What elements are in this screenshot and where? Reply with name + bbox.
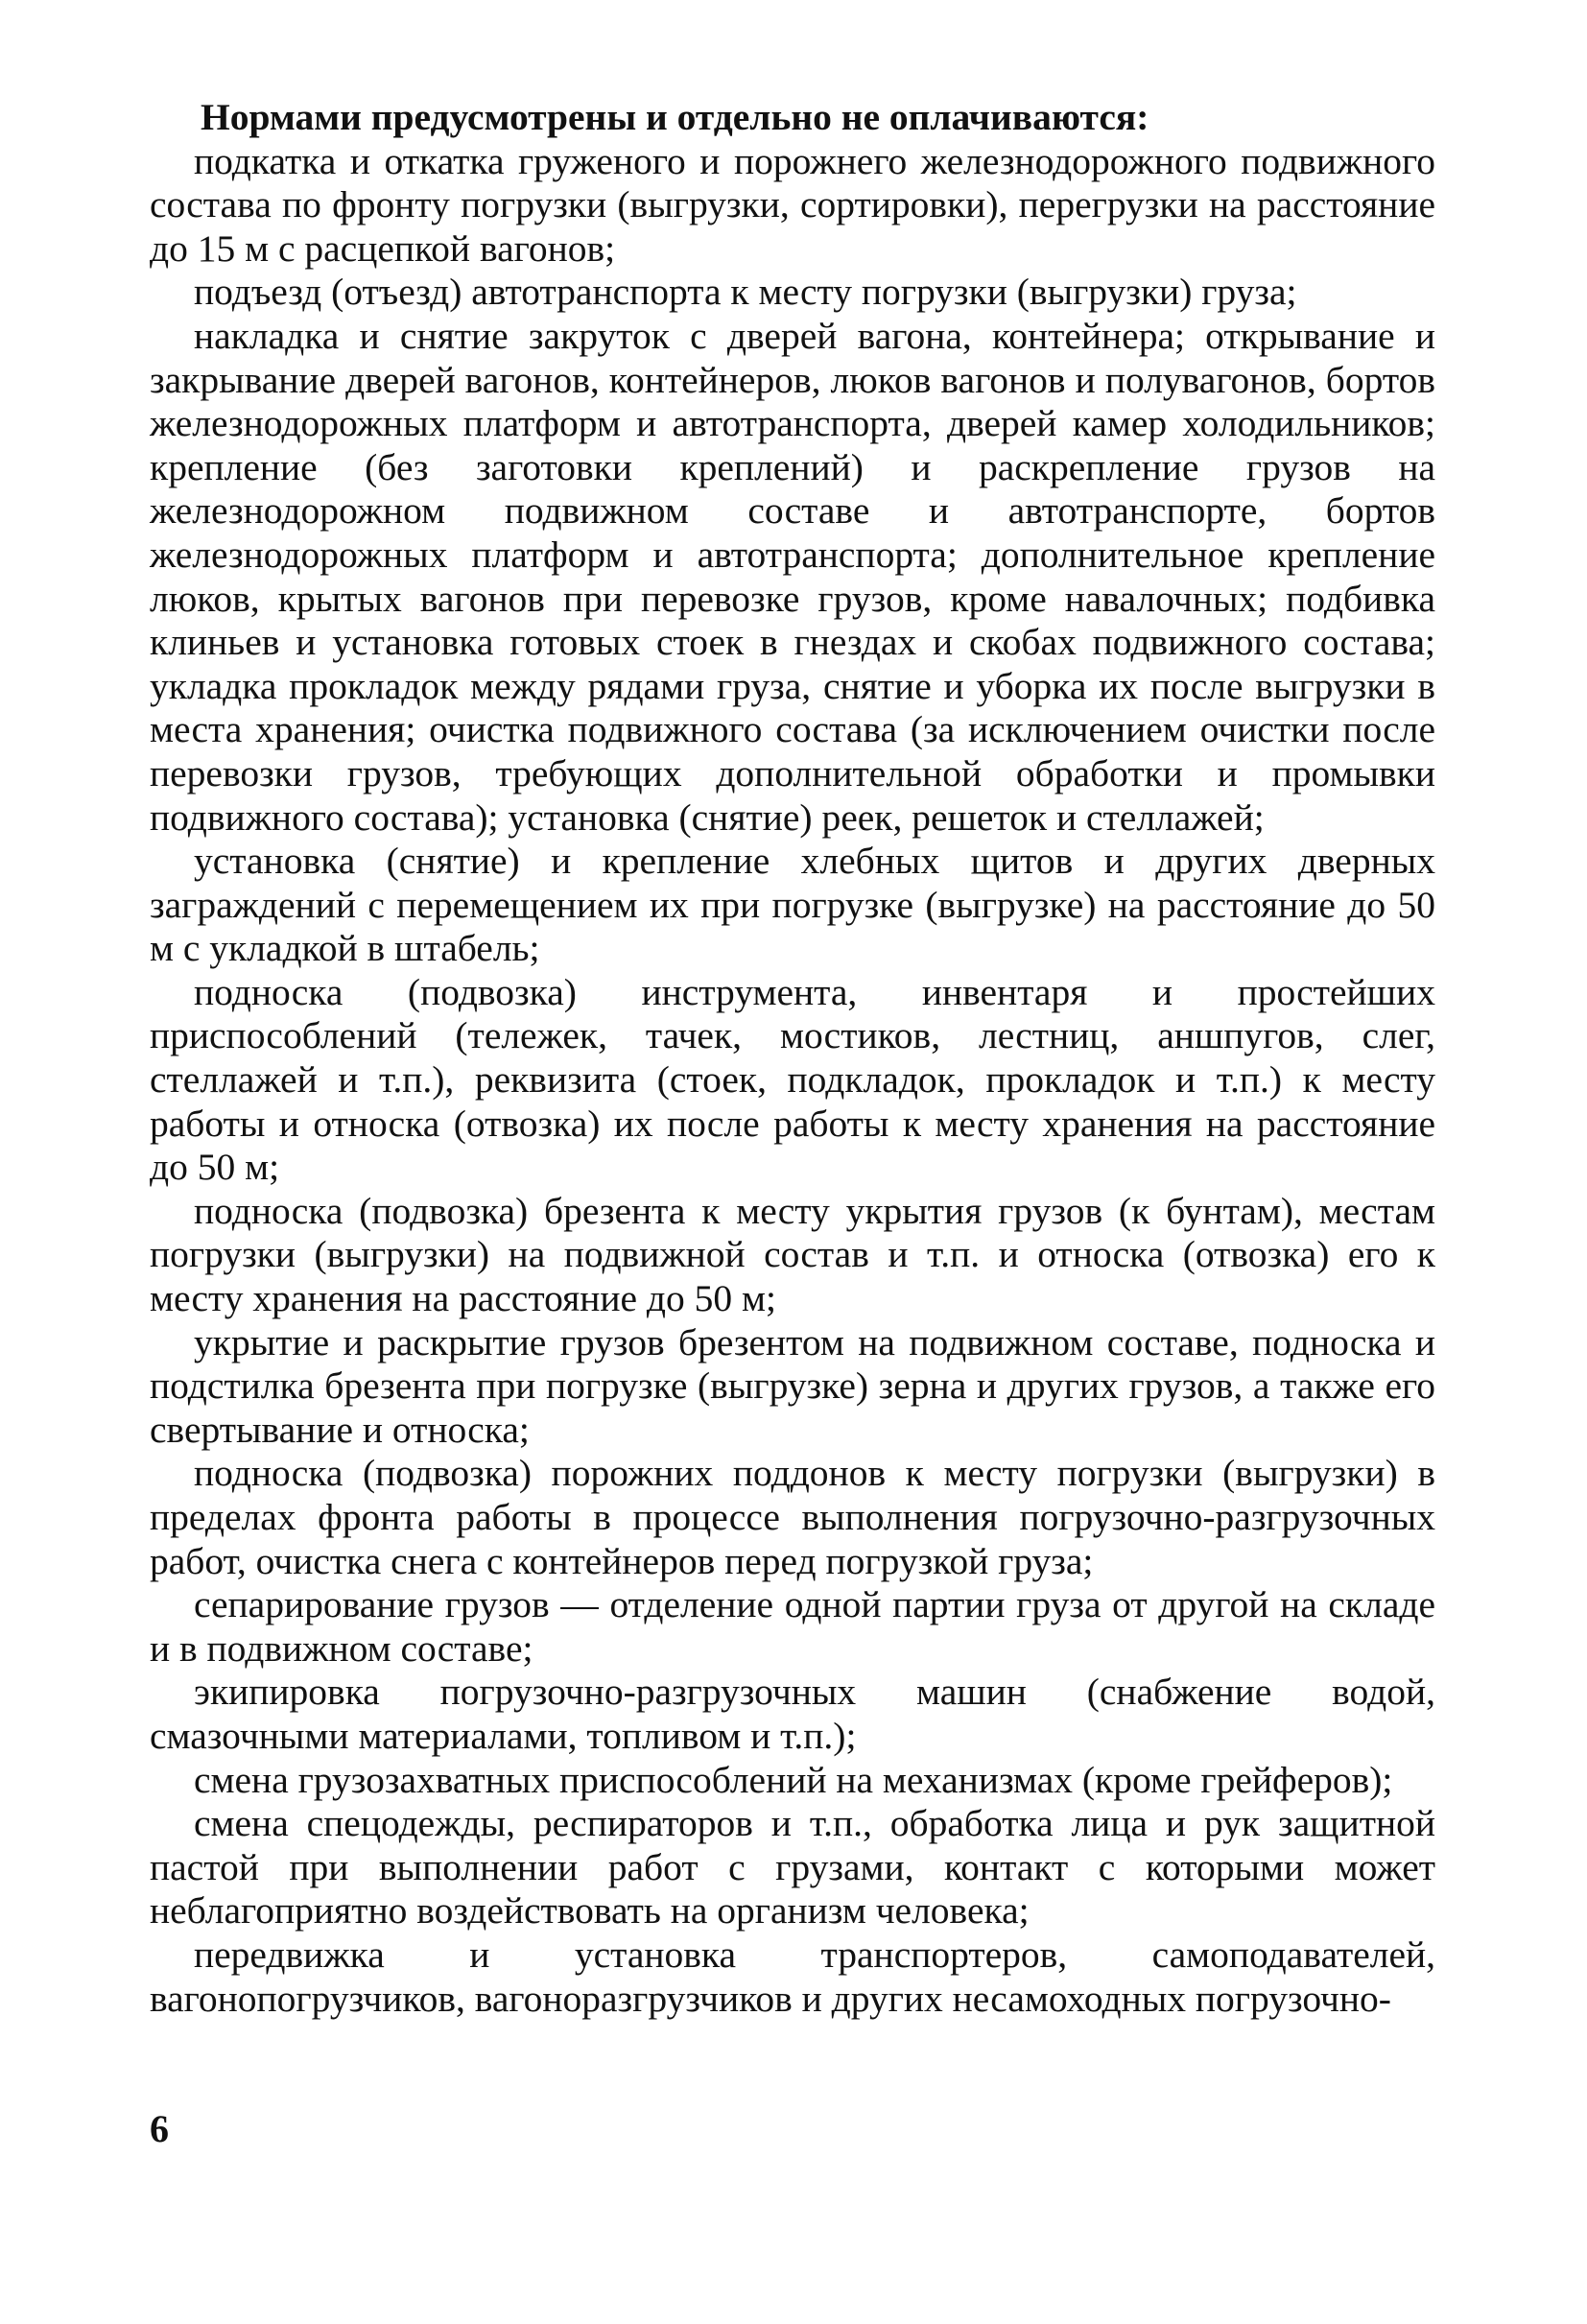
page-number: 6: [150, 2107, 169, 2150]
paragraph: укрытие и раскрытие грузов брезентом на подвижном составе, подноска и подстилка брезента при погрузке (выгрузке) зерна и других грузов, а также его свертывание и относка;: [150, 1320, 1435, 1451]
paragraph: накладка и снятие закруток с дверей вагона, контейнера; открывание и закрывание дверей вагонов, контейнеров, люков вагонов и полувагонов, бортов железнодорожных платформ и автотранспорта, дверей камер холодильников; крепление (без заготовки креплений) и раскрепление грузов на железнодорожном подвижном составе и автотранспорте, бортов железнодорожных платформ и автотранспорта; дополнительное крепление люков, крытых вагонов при перевозке грузов, кроме навалочных; подбивка клиньев и установка готовых стоек в гнездах и скобах подвижного состава; укладка прокладок между рядами груза, снятие и уборка их после выгрузки в места хранения; очистка подвижного состава (за исключением очистки после перевозки грузов, требующих дополнительной обработки и промывки подвижного состава); установка (снятие) реек, решеток и стеллажей;: [150, 314, 1435, 839]
paragraph: подъезд (отъезд) автотранспорта к месту погрузки (выгрузки) груза;: [194, 271, 1297, 314]
paragraph: подноска (подвозка) инструмента, инвентаря и простейших приспособлений (тележек, тачек, мостиков, лестниц, аншпугов, слег, стеллажей и т.п.), реквизита (стоек, подкладок, прокладок и т.п.) к месту работы и относка (отвозка) их после работы к месту хранения на расстояние до 50 м;: [150, 970, 1435, 1189]
paragraph: подноска (подвозка) брезента к месту укрытия грузов (к бунтам), местам погрузки (выгрузки) на подвижной состав и т.п. и относка (отвозка) его к месту хранения на расстояние до 50 м;: [150, 1189, 1435, 1320]
paragraph-list: [150, 140, 1435, 2022]
paragraph: установка (снятие) и крепление хлебных щитов и других дверных заграждений с перемещением их при погрузке (выгрузке) на расстояние до 50 м с укладкой в штабель;: [150, 840, 1435, 970]
paragraph: подноска (подвозка) порожних поддонов к месту погрузки (выгрузки) в пределах фронта работы в процессе выполнения погрузочно-разгрузочных работ, очистка снега с контейнеров перед погрузкой груза;: [150, 1452, 1435, 1582]
paragraph: смена спецодежды, респираторов и т.п., обработка лица и рук защитной пастой при выполнении работ с грузами, контакт с которыми может неблагоприятно воздействовать на организм человека;: [150, 1802, 1435, 1933]
paragraph: сепарирование грузов — отделение одной партии груза от другой на складе и в подвижном составе;: [150, 1583, 1435, 1670]
document-body: [150, 96, 1435, 2021]
paragraph: экипировка погрузочно-разгрузочных машин (снабжение водой, смазочными материалами, топливом и т.п.);: [150, 1671, 1435, 1757]
paragraph: смена грузозахватных приспособлений на механизмах (кроме грейферов);: [194, 1758, 1393, 1801]
paragraph: подкатка и откатка груженого и порожнего железнодорожного подвижного состава по фронту погрузки (выгрузки, сортировки), перегрузки на расстояние до 15 м с расцепкой вагонов;: [150, 139, 1435, 270]
lead-sentence: Нормами предусмотрены и отдельно не оплачиваются:: [201, 96, 1149, 138]
paragraph: передвижка и установка транспортеров, самоподавателей, вагонопогрузчиков, вагоноразгрузчиков и других несамоходных погрузочно-: [150, 1933, 1435, 2020]
